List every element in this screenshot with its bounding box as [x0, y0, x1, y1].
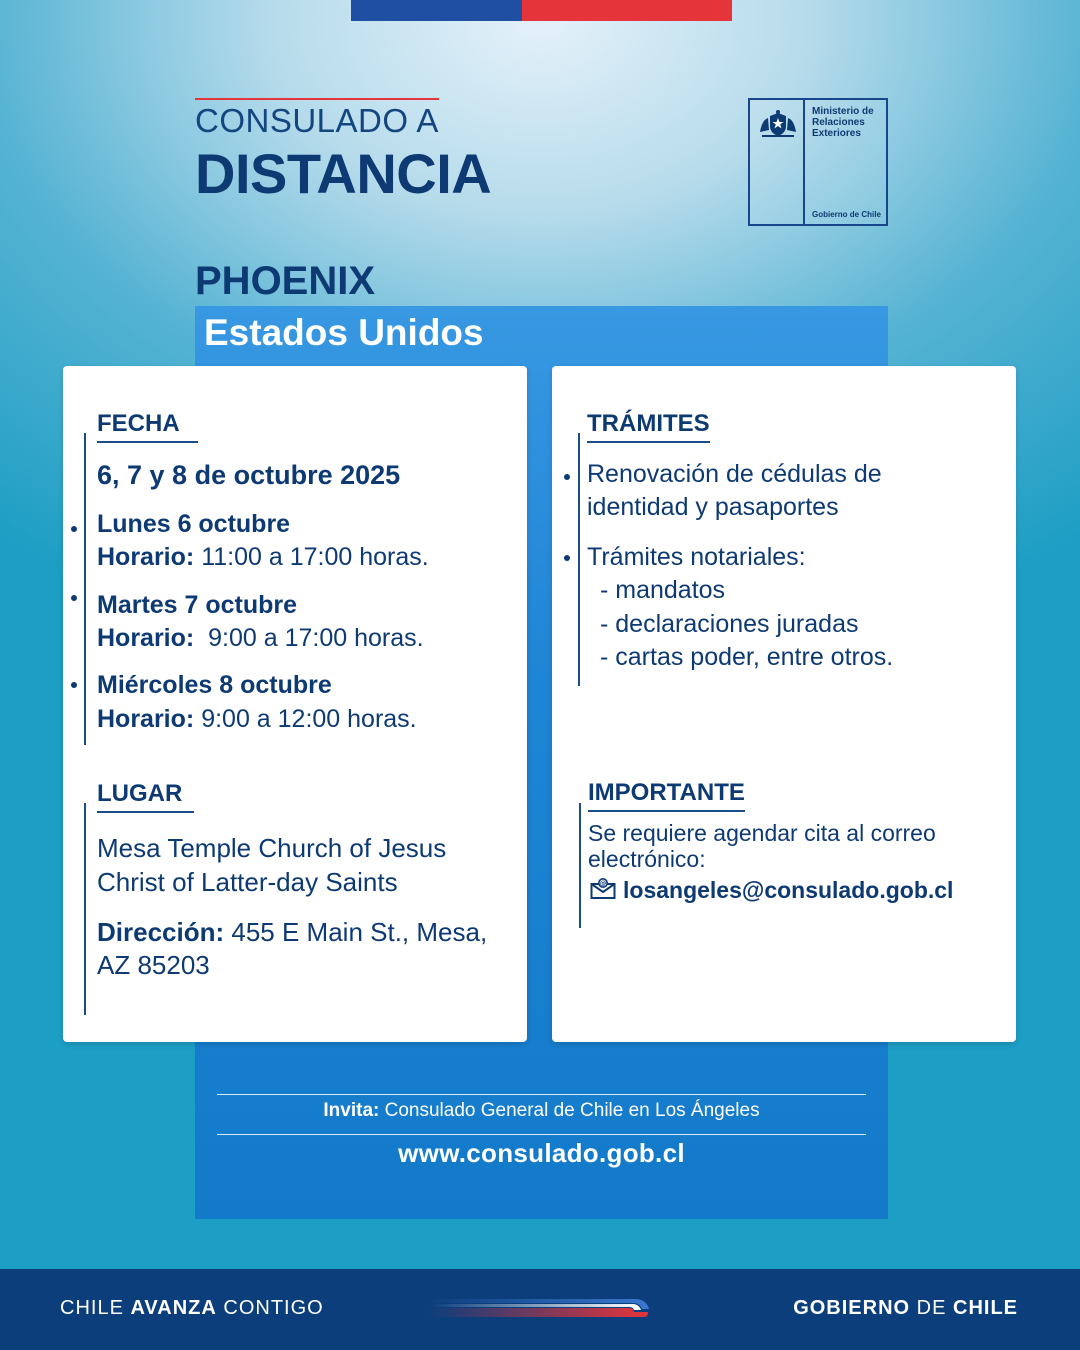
schedule-hours [97, 541, 429, 574]
fecha-section [97, 410, 198, 443]
ministry-government-label: Gobierno de Chile [812, 210, 881, 219]
tramite-item-1-line-2: identidad y pasaportes [587, 493, 839, 521]
schedule-hours [97, 703, 417, 736]
fecha-divider [84, 433, 86, 745]
info-card-left [63, 366, 527, 1042]
flag-stripe-blue [351, 0, 522, 21]
bottom-bar [0, 1269, 1080, 1350]
government-part: GOBIERNO [793, 1297, 911, 1319]
government-part: CHILE [953, 1297, 1018, 1319]
info-card-right [552, 366, 1016, 1042]
tramite-item-2: Trámites notariales: [587, 543, 806, 571]
bullet [71, 595, 77, 601]
bullet [564, 474, 570, 480]
ministry-name: Ministerio de Relaciones Exteriores [812, 106, 874, 139]
slogan [60, 1297, 324, 1320]
flag-stripe [351, 0, 732, 21]
tramite-sub-item: - declaraciones juradas [600, 610, 859, 638]
coat-of-arms-icon [750, 100, 805, 224]
schedule-hours [97, 622, 424, 655]
email-icon [590, 878, 616, 905]
schedule-label: Horario: [97, 705, 195, 733]
footer-divider-bottom [217, 1134, 866, 1135]
tramite-sub-item: - cartas poder, entre otros. [600, 643, 894, 671]
importante-text-line-2: electrónico: [588, 846, 706, 872]
government-label [793, 1297, 1018, 1320]
footer-divider-top [217, 1094, 866, 1095]
website-link[interactable]: www.consulado.gob.cl [398, 1138, 685, 1168]
importante-heading: IMPORTANTE [588, 779, 745, 812]
invita-text: Consulado General de Chile en Los Ángeles [379, 1100, 760, 1121]
tramite-sub-item: - mandatos [600, 576, 726, 604]
fecha-heading: FECHA [97, 410, 198, 443]
place-line-1: Mesa Temple Church of Jesus [97, 833, 447, 863]
bullet [71, 526, 77, 532]
title-line-1: CONSULADO A [195, 98, 439, 140]
tramites-heading: TRÁMITES [587, 410, 710, 443]
schedule-day: Lunes 6 octubre [97, 510, 291, 538]
schedule-hours-value: 9:00 a 12:00 horas. [201, 705, 417, 733]
bullet [71, 682, 77, 688]
address-value: 455 E Main St., Mesa, [231, 917, 488, 947]
flag-swoosh-icon [430, 1293, 652, 1321]
tramite-item-1-line-1: Renovación de cédulas de [587, 460, 882, 488]
schedule-label: Horario: [97, 624, 195, 652]
title-line-2: DISTANCIA [195, 142, 492, 205]
importante-divider [579, 803, 581, 928]
government-part: DE [910, 1297, 953, 1319]
slogan-part: CHILE [60, 1297, 131, 1319]
importante-section [588, 779, 745, 812]
lugar-section [97, 780, 194, 813]
tramites-divider [578, 433, 580, 686]
schedule-hours-value: 9:00 a 17:00 horas. [208, 624, 424, 652]
lugar-divider [84, 803, 86, 1015]
slogan-part: CONTIGO [216, 1297, 324, 1319]
ministry-logo [748, 98, 888, 226]
invita-line [217, 1100, 866, 1122]
flag-stripe-red [522, 0, 732, 21]
svg-text:@: @ [599, 879, 607, 888]
schedule-day: Miércoles 8 octubre [97, 671, 332, 699]
lugar-heading: LUGAR [97, 780, 194, 813]
schedule-hours-value: 11:00 a 17:00 horas. [201, 543, 429, 571]
slogan-part: AVANZA [130, 1297, 217, 1319]
country-title: Estados Unidos [204, 312, 484, 353]
email-link[interactable]: losangeles@consulado.gob.cl [623, 877, 954, 903]
place-line-2: Christ of Latter-day Saints [97, 867, 398, 897]
fecha-dates: 6, 7 y 8 de octubre 2025 [97, 460, 401, 490]
importante-text-line-1: Se requiere agendar cita al correo [588, 820, 936, 846]
page-title [195, 98, 492, 205]
city-title: PHOENIX [195, 259, 376, 303]
address-line-1 [97, 916, 487, 949]
address-line-2: AZ 85203 [97, 950, 210, 980]
tramites-section [587, 410, 710, 443]
bullet [564, 555, 570, 561]
invita-label: Invita: [323, 1100, 380, 1121]
schedule-day: Martes 7 octubre [97, 591, 298, 619]
address-label: Dirección: [97, 917, 225, 947]
schedule-label: Horario: [97, 543, 195, 571]
